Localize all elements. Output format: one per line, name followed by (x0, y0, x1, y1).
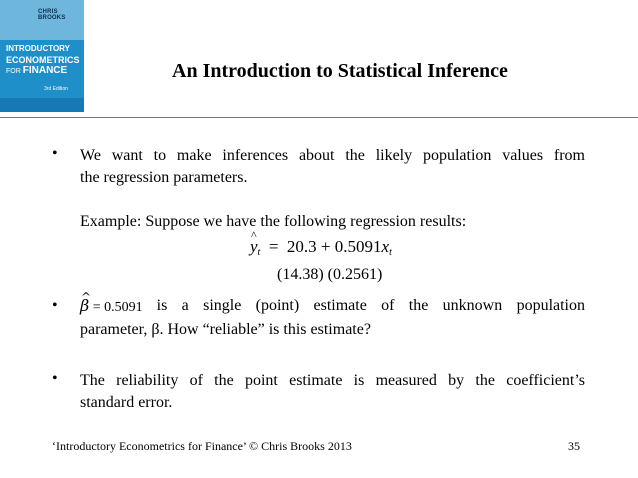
bullet-3-line1: The reliability of the point estimate is measured by the coefficient’s (80, 372, 585, 389)
regression-equation (250, 237, 392, 258)
bullet-1-line1: We want to make inferences about the likely population values from (80, 147, 585, 164)
beta-hat-estimate: ^ β = 0.5091 (80, 295, 143, 319)
cover-stripe (0, 98, 84, 112)
equation-plus: + (320, 237, 331, 256)
bullet-1-text (80, 145, 585, 189)
cover-title-line2: ECONOMETRICS (6, 55, 80, 65)
cover-title-line1: INTRODUCTORY (6, 44, 70, 53)
slide-title: An Introduction to Statistical Inference (172, 60, 508, 82)
cover-title-finance: FINANCE (22, 65, 68, 76)
book-cover-image (0, 0, 84, 112)
bullet-2-line1 (80, 295, 585, 319)
cover-author: CHRIS BROOKS (38, 9, 66, 21)
beta-hat-symbol: ^ β (80, 295, 89, 317)
page-number: 35 (568, 439, 580, 453)
bullet-marker-3: • (52, 370, 58, 387)
bullet-3-text (80, 370, 585, 414)
standard-errors: (14.38) (0.2561) (277, 266, 383, 283)
equation-variable-x: x (381, 237, 390, 256)
cover-title-line3 (6, 66, 67, 76)
equation-yhat: ^ y (250, 237, 258, 257)
equation-equals: = (264, 237, 283, 256)
cover-edition: 3rd Edition (44, 86, 68, 92)
equation-subscript-t2: t (389, 247, 392, 258)
equation-coefficient: 0.5091 (334, 237, 382, 256)
bullet-1-line2: the regression parameters. (80, 169, 248, 186)
bullet-2-line1-text: is a single (point) estimate of the unknown population (156, 297, 585, 314)
example-intro: Example: Suppose we have the following regression results: (80, 213, 467, 230)
bullet-3-line2: standard error. (80, 394, 173, 411)
bullet-marker-1: • (52, 145, 58, 162)
bullet-marker-2: • (52, 297, 58, 314)
beta-estimate-value: 0.5091 (104, 300, 143, 315)
bullet-2-line2: parameter, β. How “reliable” is this estimate? (80, 321, 371, 338)
equation-constant: 20.3 (286, 237, 317, 256)
bullet-2-text (80, 295, 585, 341)
equation-subscript-t: t (257, 247, 261, 258)
cover-title-for: FOR (6, 68, 21, 75)
footer-citation: ‘Introductory Econometrics for Finance’ © Chris Brooks 2013 (52, 439, 352, 453)
title-divider (0, 117, 638, 118)
